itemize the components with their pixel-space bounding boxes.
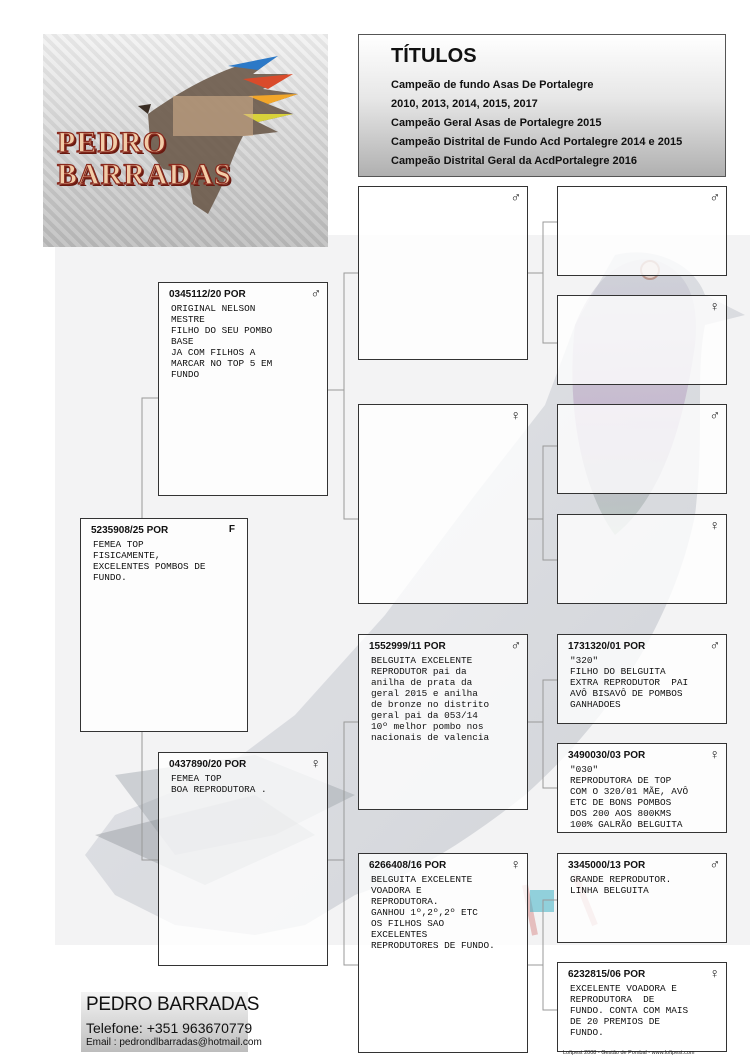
pedigree-card-great-grandparent: [557, 743, 727, 833]
female-symbol-icon: ♀: [310, 755, 321, 771]
female-symbol-icon: ♀: [709, 517, 720, 533]
title-line: Campeão Distrital de Fundo Acd Portalegre 2014 e 2015: [391, 136, 683, 148]
ring-number: 6232815/06 POR: [568, 969, 646, 980]
pedigree-card-subject: [80, 518, 248, 732]
sex-label: F: [228, 524, 235, 535]
card-description: EXCELENTE VOADORA E REPRODUTORA DE FUNDO. CONTA COM MAIS DE 20 PREMIOS DE FUNDO.: [570, 983, 689, 1038]
pedigree-card-sire-sire: [358, 186, 528, 360]
contact-email: Email : pedrondlbarradas@hotmail.com: [86, 1037, 262, 1048]
pedigree-card-great-grandparent: [557, 962, 727, 1052]
female-symbol-icon: ♀: [709, 965, 720, 981]
title-line: Campeão de fundo Asas De Portalegre: [391, 79, 594, 91]
male-symbol-icon: ♂: [709, 856, 720, 872]
card-description: GRANDE REPRODUTOR. LINHA BELGUITA: [570, 874, 672, 896]
title-line: Campeão Geral Asas de Portalegre 2015: [391, 117, 602, 129]
titles-heading: TÍTULOS: [391, 45, 477, 67]
female-symbol-icon: ♀: [510, 856, 521, 872]
ring-number: 0437890/20 POR: [169, 759, 247, 770]
contact-phone: Telefone: +351 963670779: [86, 1020, 253, 1036]
pedigree-card-dam-sire: [358, 634, 528, 810]
card-description: "030" REPRODUTORA DE TOP COM O 320/01 MÃE, AVÔ ETC DE BONS POMBOS DOS 200 AOS 800KMS 100% GALRÃO BELGUITA: [570, 764, 689, 830]
pedigree-card-sire: [158, 282, 328, 496]
card-description: FEMEA TOP FISICAMENTE, EXCELENTES POMBOS DE FUNDO.: [93, 539, 206, 583]
ring-number: 3345000/13 POR: [568, 860, 646, 871]
male-symbol-icon: ♂: [510, 189, 521, 205]
male-symbol-icon: ♂: [709, 189, 720, 205]
logo-text-pedro: PEDRO: [57, 126, 167, 159]
title-line: 2010, 2013, 2014, 2015, 2017: [391, 98, 538, 110]
card-description: BELGUITA EXCELENTE VOADORA E REPRODUTORA. GANHOU 1º,2º,2º ETC OS FILHOS SAO EXCELENTES REPRODUTORES DE FUNDO.: [371, 874, 495, 951]
male-symbol-icon: ♂: [310, 285, 321, 301]
card-description: BELGUITA EXCELENTE REPRODUTOR pai da anilha de prata da geral 2015 e anilha de bronze no distrito geral pai da 053/14 10º melhor pombo nos nacionais de valencia: [371, 655, 490, 743]
pedigree-card-great-grandparent: [557, 186, 727, 276]
female-symbol-icon: ♀: [510, 407, 521, 423]
pedigree-card-sire-dam: [358, 404, 528, 604]
card-description: ORIGINAL NELSON MESTRE FILHO DO SEU POMBO BASE JA COM FILHOS A MARCAR NO TOP 5 EM FUNDO: [171, 303, 273, 380]
ring-number: 3490030/03 POR: [568, 750, 646, 761]
female-symbol-icon: ♀: [709, 746, 720, 762]
pedigree-card-dam: [158, 752, 328, 966]
pedigree-card-great-grandparent: [557, 295, 727, 385]
card-description: "320" FILHO DO BELGUITA EXTRA REPRODUTOR PAI AVÔ BISAVÔ DE POMBOS GANHADOES: [570, 655, 689, 710]
contact-card: [81, 992, 262, 1052]
pedigree-card-dam-dam: [358, 853, 528, 1053]
pedigree-card-great-grandparent: [557, 514, 727, 604]
ring-number: 1552999/11 POR: [369, 641, 446, 652]
title-line: Campeão Distrital Geral da AcdPortalegre 2016: [391, 155, 637, 167]
pedigree-card-great-grandparent: [557, 634, 727, 724]
logo-text-barradas: BARRADAS: [57, 158, 232, 191]
ring-number: 1731320/01 POR: [568, 641, 646, 652]
card-description: FEMEA TOP BOA REPRODUTORA .: [171, 773, 267, 795]
ring-number: 0345112/20 POR: [169, 289, 246, 300]
male-symbol-icon: ♂: [709, 407, 720, 423]
female-symbol-icon: ♀: [709, 298, 720, 314]
male-symbol-icon: ♂: [510, 637, 521, 653]
contact-name: PEDRO BARRADAS: [86, 994, 260, 1015]
ring-number: 5235908/25 POR: [91, 525, 169, 536]
footer-credit: Loftpest 2008 - Gestão de Pombal - www.loftpest.com: [563, 1050, 695, 1056]
pedigree-card-great-grandparent: [557, 853, 727, 943]
ring-number: 6266408/16 POR: [369, 860, 447, 871]
pedigree-card-great-grandparent: [557, 404, 727, 494]
male-symbol-icon: ♂: [709, 637, 720, 653]
